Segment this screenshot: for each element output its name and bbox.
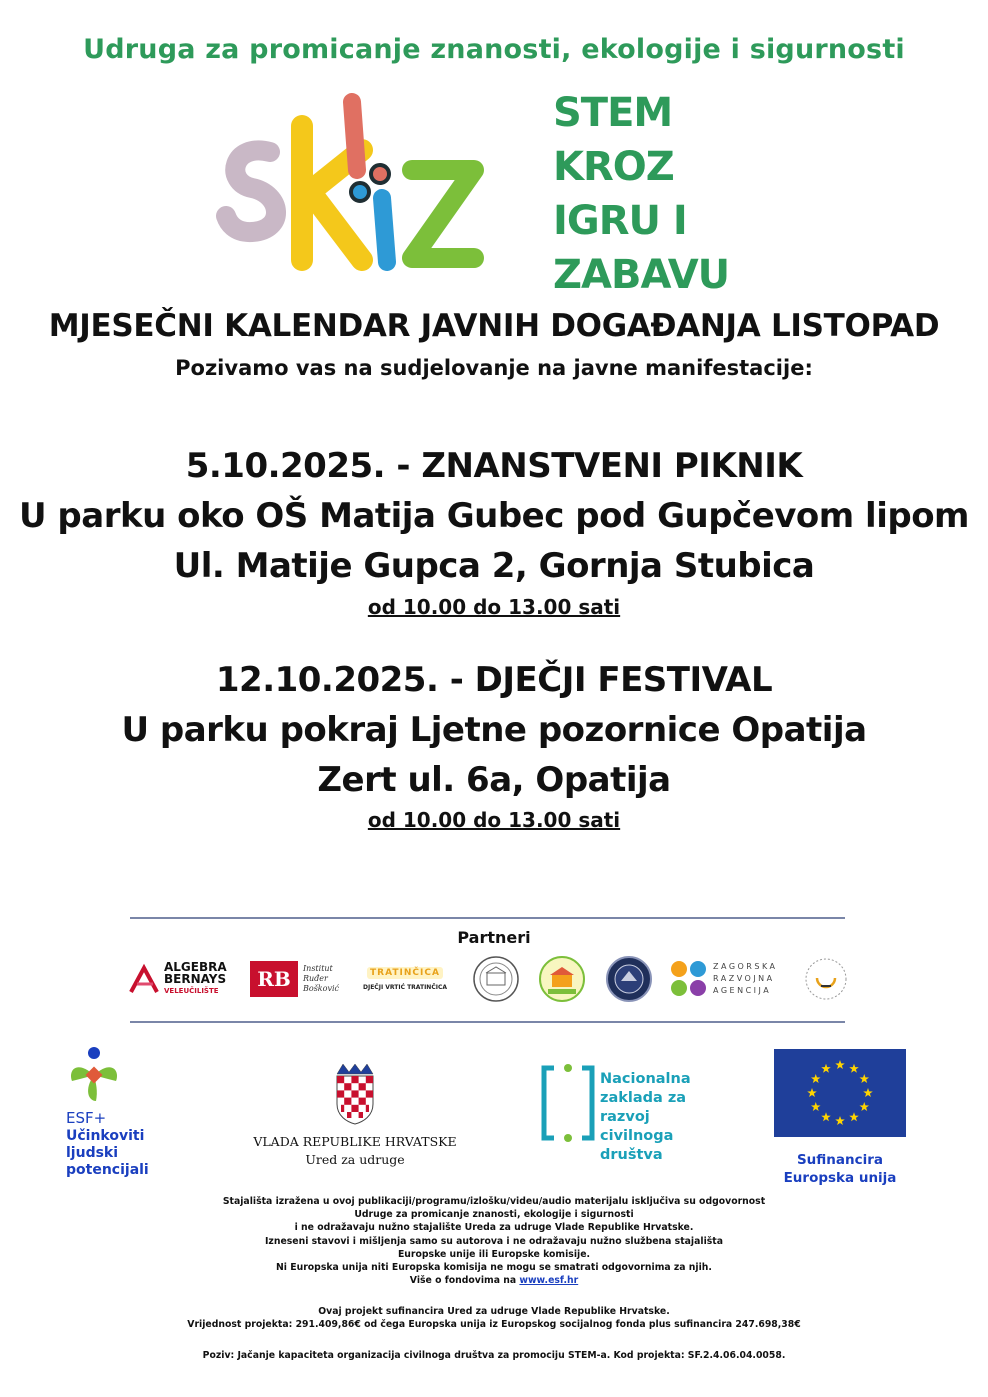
partner-navy-seal xyxy=(604,955,654,1003)
irb-logo-mark: RB xyxy=(250,961,298,997)
divider xyxy=(130,917,845,919)
wreath-logo-icon xyxy=(803,956,849,1002)
school-seal-icon xyxy=(472,955,520,1003)
zra-line1: ZAGORSKA xyxy=(713,962,778,971)
disclaimer-line: Udruge za promicanje znanosti, ekologije i sigurnosti xyxy=(354,1209,634,1221)
divider xyxy=(130,1021,845,1023)
partner-kindergarten xyxy=(537,955,587,1003)
funder-zaklada xyxy=(540,1062,710,1165)
disclaimer-line: i ne odražavaju nužno stajalište Ureda za udruge Vlade Republike Hrvatske. xyxy=(294,1222,694,1234)
esf-more-prefix: Više o fondovima na xyxy=(409,1275,520,1287)
tagline-line: KROZ xyxy=(553,144,674,190)
irb-line1: Institut xyxy=(303,964,333,973)
zra-dots-icon xyxy=(670,960,708,998)
tratincica-caption: DJEČJI VRTIĆ TRATINČICA xyxy=(363,984,447,991)
project-line: Ovaj projekt sufinancira Ured za udruge Vlade Republike Hrvatske. xyxy=(318,1306,670,1317)
event-time-text: od 10.00 do 13.00 sati xyxy=(367,595,621,619)
algebra-logo-icon xyxy=(127,962,161,996)
funder-esf xyxy=(66,1045,196,1179)
zaklada-line4: civilnoga xyxy=(600,1128,674,1144)
eu-line2: Europska unija xyxy=(783,1170,897,1186)
zra-line3: AGENCIJA xyxy=(713,986,772,995)
partner-zra xyxy=(670,955,785,1003)
navy-seal-icon xyxy=(605,955,653,1003)
partners-label: Partneri xyxy=(457,928,531,947)
project-line: Vrijednost projekta: 291.409,86€ od čega Europska unija iz Europskog socijalnog fonda plus sufinancira 247.698,38€ xyxy=(187,1319,801,1331)
esf-line3: potencijali xyxy=(66,1162,149,1178)
event-address: Zert ul. 6a, Opatija xyxy=(317,760,671,800)
esf-link[interactable]: www.esf.hr xyxy=(519,1275,579,1287)
partner-school-seal xyxy=(470,955,522,1003)
skiz-logo xyxy=(212,90,492,285)
funder-eu xyxy=(774,1049,906,1187)
skiz-logo-graphic xyxy=(212,90,492,285)
vlada-line1: VLADA REPUBLIKE HRVATSKE xyxy=(253,1134,457,1149)
disclaimer-line: Stajališta izražena u ovoj publikaciji/programu/izlošku/videu/audio materijalu isključiva su odgovornost xyxy=(222,1196,766,1207)
organization-name: Udruga za promicanje znanosti, ekologije i sigurnosti xyxy=(83,34,905,65)
zaklada-line1: Nacionalna xyxy=(600,1071,691,1087)
algebra-line2: BERNAYS xyxy=(164,972,227,986)
event-time xyxy=(0,808,988,832)
disclaimer-line: Europske unije ili Europske komisije. xyxy=(397,1248,591,1260)
project-info xyxy=(0,1305,988,1331)
esf-more-info xyxy=(0,1274,988,1287)
disclaimer-line: Ni Europska unija niti Europska komisija ne mogu se smatrati odgovornima za njih. xyxy=(276,1262,712,1274)
event-place: U parku pokraj Ljetne pozornice Opatija xyxy=(121,710,867,750)
algebra-line3: VELEUČILIŠTE xyxy=(164,987,219,995)
event-heading: 5.10.2025. - ZNANSTVENI PIKNIK xyxy=(185,446,803,486)
irb-line3: Bošković xyxy=(303,984,340,993)
esf-name: ESF+ xyxy=(66,1109,107,1127)
event-heading: 12.10.2025. - DJEČJI FESTIVAL xyxy=(215,660,773,700)
zaklada-line3: razvoj xyxy=(600,1109,650,1125)
tratincica-name: TRATINČICA xyxy=(367,967,443,979)
zaklada-bracket-icon xyxy=(540,1062,596,1144)
tagline-line: IGRU I xyxy=(553,198,687,244)
partner-irb xyxy=(250,955,345,1003)
esf-logo-icon xyxy=(66,1045,122,1103)
kindergarten-logo-icon xyxy=(538,955,586,1003)
tagline-line: STEM xyxy=(553,90,673,136)
funder-vlada xyxy=(240,1062,470,1167)
tagline-line: ZABAVU xyxy=(553,252,730,298)
eu-line1: Sufinancira xyxy=(796,1152,884,1168)
esf-line1: Učinkoviti xyxy=(66,1128,145,1144)
disclaimer xyxy=(0,1195,988,1287)
tagline xyxy=(553,86,813,302)
event-time xyxy=(0,595,988,619)
eu-flag-icon xyxy=(774,1049,906,1137)
event-place: U parku oko OŠ Matija Gubec pod Gupčevom lipom xyxy=(18,496,969,536)
disclaimer-line: Izneseni stavovi i mišljenja samo su autorova i ne odražavaju nužno službena stajališta xyxy=(264,1235,724,1247)
vlada-line2: Ured za udruge xyxy=(305,1152,405,1167)
calendar-subtitle: Pozivamo vas na sudjelovanje na javne manifestacije: xyxy=(175,356,813,380)
calendar-title: MJESEČNI KALENDAR JAVNIH DOGAĐANJA LISTOPAD xyxy=(48,308,940,344)
zaklada-line5: društva xyxy=(600,1147,663,1163)
event-address: Ul. Matije Gupca 2, Gornja Stubica xyxy=(173,546,815,586)
croatian-coat-of-arms-icon xyxy=(335,1062,375,1126)
partner-algebra xyxy=(127,955,237,1003)
partner-tratincica xyxy=(356,955,454,1003)
zra-line2: RAZVOJNA xyxy=(713,974,775,983)
algebra-line1: ALGEBRA xyxy=(164,960,227,974)
zaklada-line2: zaklada za xyxy=(600,1090,687,1106)
call-info: Poziv: Jačanje kapaciteta organizacija civilnoga društva za promociju STEM-a. Kod projekta: SF.2.4.06.04.0058. xyxy=(202,1350,786,1361)
event-time-text: od 10.00 do 13.00 sati xyxy=(367,808,621,832)
esf-line2: ljudski xyxy=(66,1145,119,1161)
partner-wreath-logo xyxy=(800,955,852,1003)
irb-line2: Ruđer xyxy=(303,974,328,983)
